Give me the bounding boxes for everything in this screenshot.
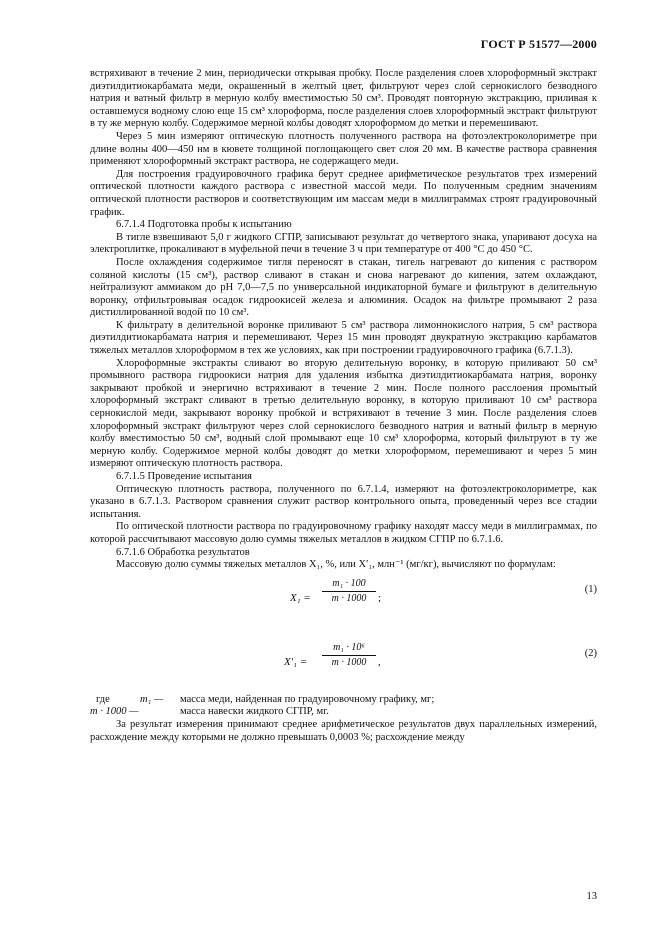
- paragraph: Массовую долю суммы тяжелых металлов X₁, %, или X′₁, млн⁻¹ (мг/кг), вычисляют по формулам:: [116, 559, 556, 571]
- formula-1: [90, 578, 597, 622]
- paragraph: По оптической плотности раствора по градуировочному графику находят массу меди в миллиграммах, по которой рассчитывают массовую долю суммы тяжелых металлов в жидком СГПР по 6.7.1.6.: [90, 521, 597, 545]
- where-lead: где: [96, 693, 110, 705]
- formula-number: (1): [584, 583, 597, 595]
- formula-lhs: X₁ =: [290, 591, 311, 604]
- paragraph: К фильтрату в делительной воронке приливают 5 см³ раствора лимоннокислого натрия, 5 см³ раствора диэтилдитиокарбамата натрия и перемешивают. Через 15 мин проводят двукратную экстракцию карбаматов тяжелых металлов хлороформом в тех же условиях, как при построении градуировочного графика (6.7.1.3).: [90, 319, 597, 357]
- formula-numerator: m₁ · 100: [332, 577, 366, 589]
- formula-2: [90, 642, 597, 686]
- formula-numerator: m₁ · 10⁶: [333, 641, 365, 653]
- paragraph: В тигле взвешивают 5,0 г жидкого СГПР, записывают результат до четвертого знака, упаривают досуха на электроплитке, прокаливают в муфельной печи в течение 3 ч при температуре от 400 °С до 450 °С.: [90, 231, 597, 256]
- paragraph: После охлаждения содержимое тигля переносят в стакан, тигель нагревают до кипения с раствором соляной кислоты (15 см³), раствор сливают в стакан и снова нагревают до кипения, затем охлаждают, нейтрализуют аммиаком до рН 7,0—7,5 по универсальной индикаторной бумаге и фильтруют в делительную воронку, отфильтровывая осадок гидроокисей железа и алюминия. Осадок на фильтре промывают 2 раза дистиллированной водой по 10 см³.: [90, 256, 597, 319]
- where-symbol: m₁ —: [140, 693, 164, 705]
- where-text: масса навески жидкого СГПР, мг.: [180, 706, 329, 718]
- formula-number: (2): [584, 647, 597, 659]
- formula-denominator: m · 1000: [331, 593, 367, 605]
- formula-fraction: [322, 578, 376, 606]
- where-text: масса меди, найденная по градуировочному графику, мг;: [180, 693, 435, 705]
- document-body: [90, 68, 597, 744]
- formula-lhs: X′₁ =: [284, 655, 308, 668]
- formula-denominator: m · 1000: [331, 657, 367, 669]
- paragraph: Через 5 мин измеряют оптическую плотность полученного раствора на фотоэлектроколориметре при длине волны 400—450 нм в кювете толщиной поглощающего свет слоя 20 мм. В качестве раствора сравнения применяют хлороформный экстракт раствора, не содержащего меди.: [90, 130, 597, 168]
- formula-tail: ;: [378, 591, 382, 604]
- paragraph: Для построения градуировочного графика берут среднее арифметическое результатов трех измерений оптической плотности каждого раствора с известной массой меди. По полученным средним значениям оптической плотности растворов и соответствующим им массам меди в миллиграммах строят градуировочный график.: [90, 168, 597, 218]
- paragraph: За результат измерения принимают среднее арифметическое результатов двух параллельных измерений, расхождение между которыми не должно превышать 0,0003 %; расхождение между: [90, 718, 597, 743]
- paragraph: Оптическую плотность раствора, полученного по 6.7.1.4, измеряют на фотоэлектроколориметре, как указано в 6.7.1.3. Раствором сравнения служит раствор контрольного опыта, проведенный через все стадии испытания.: [90, 483, 597, 520]
- where-symbol: m · 1000 —: [90, 706, 139, 718]
- section-heading: 6.7.1.4 Подготовка пробы к испытанию: [116, 219, 292, 231]
- section-heading: 6.7.1.5 Проведение испытания: [116, 471, 252, 482]
- standard-header: ГОСТ Р 51577—2000: [480, 37, 597, 51]
- page-number: 13: [586, 891, 597, 902]
- where-row: [90, 706, 597, 719]
- paragraph: Хлороформные экстракты сливают во вторую делительную воронку, в которую приливают 50 см³ промывного раствора гидроокиси натрия для удаления избытка диэтилдитиокарбамата натрия, воронку закрывают пробкой и энергично встряхивают в течение 2 мин. После полного расслоения промытый хлороформный экстракт сливают в третью делительную воронку, в которую приливают 10 см³ раствора сернокислой меди, закрывают воронку пробкой и встряхивают в течение 3 мин. После разделения слоев хлороформный экстракт фильтруют через слой сернокислого безводного натрия и ватный фильтр в мерную колбу вместимостью 50 см³, водный слой промывают еще 10 см³ хлороформа, который фильтруют в ту же мерную колбу. Содержимое мерной колбы доводят до метки хлороформом, перемешивают и через 5 мин измеряют оптическую плотность раствора.: [90, 357, 597, 470]
- section-heading: 6.7.1.6 Обработка результатов: [116, 546, 250, 558]
- paragraph: встряхивают в течение 2 мин, периодически открывая пробку. После разделения слоев хлороформный экстракт диэтилдитиокарбамата меди, окрашенный в желтый цвет, фильтруют через слой сернокислого безводного натрия и ватный фильтр в мерную колбу вместимостью 50 см³. Проводят повторную экстракцию, приливая к оставшемуся водному слою еще 15 см³ хлороформа, после разделения слоев хлороформный экстракт фильтруют в ту же мерную колбу. Содержимое мерной колбы доводят хлороформом до метки и перемешивают.: [90, 68, 597, 130]
- formula-tail: ,: [378, 655, 381, 668]
- where-row: [90, 694, 597, 707]
- formula-fraction: [322, 642, 376, 670]
